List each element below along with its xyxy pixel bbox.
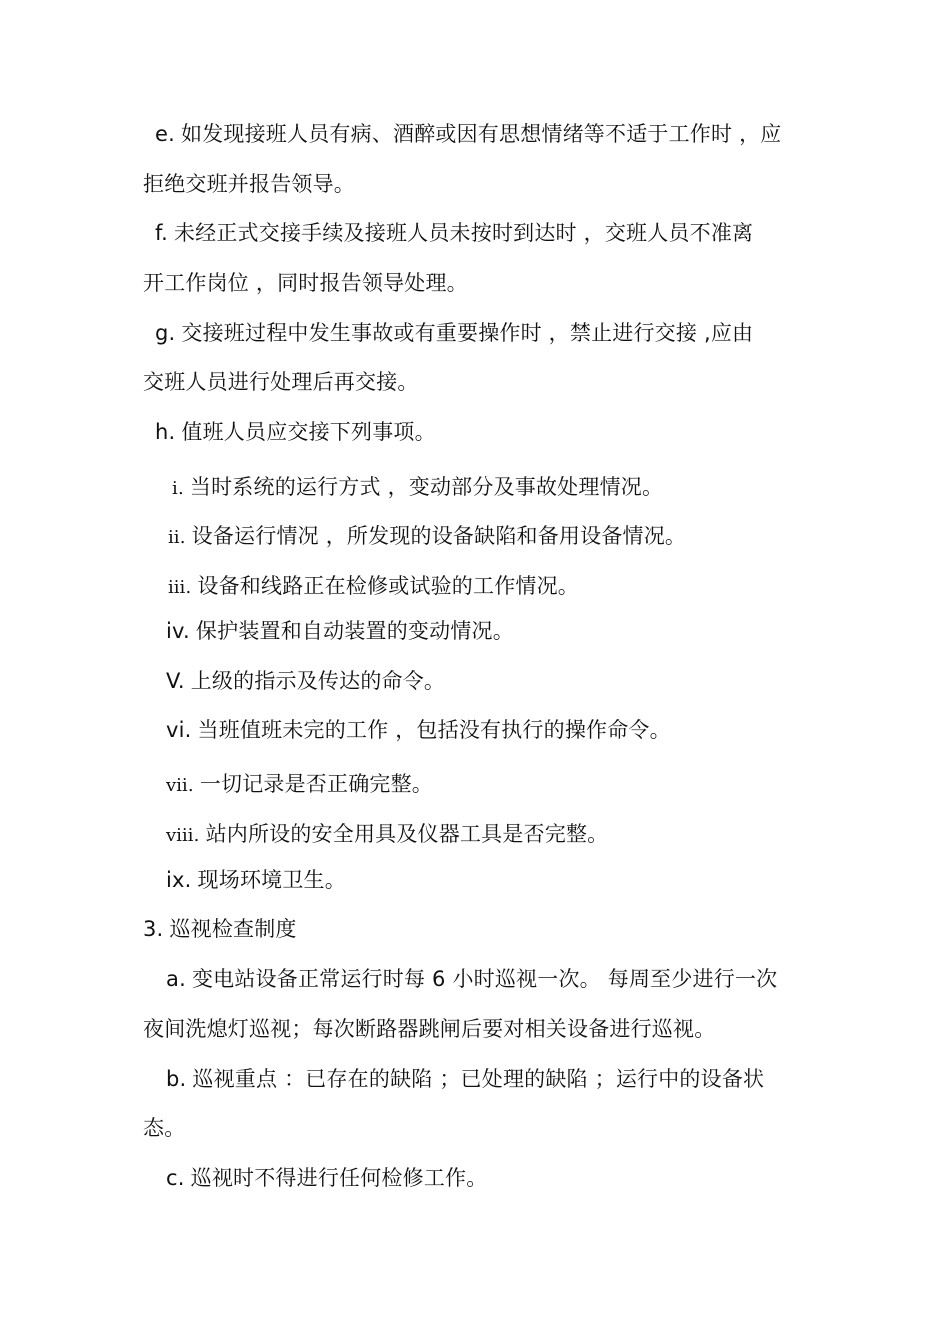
sub-item-vi	[166, 716, 671, 744]
paragraph-e-line-1	[155, 120, 781, 148]
sub-item-v	[166, 667, 445, 695]
sub-item-text: 设备和线路正在检修或试验的工作情况。	[197, 574, 580, 598]
list-marker: ⅰ.	[172, 478, 184, 499]
sub-item-text: 一切记录是否正确完整。	[199, 772, 434, 796]
list-marker: f.	[155, 221, 168, 245]
list-marker: a.	[166, 967, 186, 991]
sub-item-i	[172, 473, 663, 503]
sub-item-text: 上级的指示及传达的命令。	[190, 669, 446, 693]
sub-item-text: 现场环境卫生。	[197, 868, 346, 892]
list-marker: ⅷ.	[166, 825, 200, 846]
section-number: 3.	[143, 917, 164, 941]
list-marker: h.	[155, 420, 176, 444]
list-marker: e.	[155, 122, 175, 146]
list-marker: iv.	[166, 619, 190, 643]
paragraph-text: 交班人员进行处理后再交接。	[143, 370, 419, 394]
paragraph-b-line-1	[166, 1065, 764, 1093]
section-heading	[143, 915, 297, 943]
sub-item-text: 站内所设的安全用具及仪器工具是否完整。	[205, 822, 609, 846]
list-marker: vi.	[166, 718, 192, 742]
paragraph-text: 交接班过程中发生事故或有重要操作时 ，禁止进行交接 ,应由	[181, 321, 754, 345]
paragraph-text: 开工作岗位 ，同时报告领导处理。	[143, 271, 468, 295]
list-marker: V.	[166, 669, 185, 693]
paragraph-c	[166, 1164, 487, 1192]
paragraph-f-line-2	[143, 269, 468, 297]
paragraph-b-line-2	[143, 1114, 185, 1142]
sub-item-text: 保护装置和自动装置的变动情况。	[195, 619, 514, 643]
sub-item-viii	[166, 820, 608, 850]
paragraph-text: 未经正式交接手续及接班人员未按时到达时 ，交班人员不准离	[173, 221, 754, 245]
list-marker: ix.	[166, 868, 192, 892]
paragraph-text: 态。	[143, 1116, 186, 1140]
paragraph-text: 巡视重点 ：已存在的缺陷 ；已处理的缺陷 ；运行中的设备状	[192, 1067, 765, 1091]
paragraph-text: 如发现接班人员有病、酒醉或因有思想情绪等不适于工作时 ，应	[181, 122, 782, 146]
sub-item-iii	[168, 572, 579, 602]
sub-item-text: 当时系统的运行方式 ，变动部分及事故处理情况。	[189, 475, 664, 499]
paragraph-text: 夜间洗熄灯巡视；每次断路器跳闸后要对相关设备进行巡视。	[143, 1017, 716, 1041]
sub-item-ix	[166, 866, 346, 894]
paragraph-text: 值班人员应交接下列事项。	[181, 420, 436, 444]
list-marker: b.	[166, 1067, 187, 1091]
list-marker: ⅲ.	[168, 577, 192, 598]
paragraph-f-line-1	[155, 219, 753, 247]
list-marker: c.	[166, 1166, 185, 1190]
paragraph-h	[155, 418, 436, 446]
paragraph-text: 巡视时不得进行任何检修工作。	[190, 1166, 488, 1190]
sub-item-ii	[168, 522, 686, 552]
sub-item-text: 设备运行情况 ，所发现的设备缺陷和备用设备情况。	[191, 524, 687, 548]
sub-item-text: 当班值班未完的工作 ，包括没有执行的操作命令。	[197, 718, 671, 742]
paragraph-text: 变电站设备正常运行时每 6 小时巡视一次。 每周至少进行一次	[191, 967, 778, 991]
paragraph-text: 拒绝交班并报告领导。	[143, 172, 355, 196]
sub-item-vii	[166, 770, 433, 800]
paragraph-g-line-1	[155, 319, 753, 347]
paragraph-e-line-2	[143, 170, 355, 198]
list-marker: ⅱ.	[168, 527, 186, 548]
paragraph-a-line-2	[143, 1015, 715, 1043]
list-marker: ⅶ.	[166, 775, 194, 796]
section-title: 巡视检查制度	[169, 917, 297, 941]
paragraph-g-line-2	[143, 368, 419, 396]
list-marker: g.	[155, 321, 176, 345]
sub-item-iv	[166, 617, 514, 645]
paragraph-a-line-1	[166, 965, 777, 993]
